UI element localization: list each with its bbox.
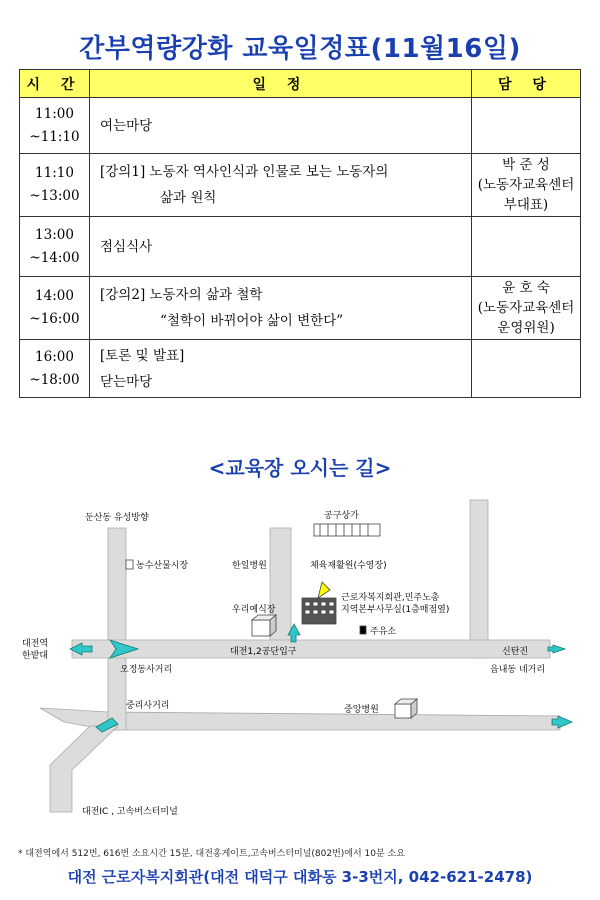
building-market-icon [126,560,133,569]
time-cell: 11:00 ~11:10 [20,98,90,154]
schedule-table [19,69,581,398]
building-hospital-icon [395,704,411,718]
label-wedding: 우리예식장 [232,605,276,615]
label-center-line1: 근로자복지회관,민주노총 [341,593,440,603]
staff-cell [472,98,581,154]
directions-map [0,490,600,840]
header-time: 시 간 [20,70,90,98]
page-title: 간부역량강화 교육일정표(11월16일) [79,34,521,64]
label-entrance: 대전1,2공단입구 [230,647,297,657]
gas-station-icon [360,626,366,634]
table-row [20,217,581,277]
label-ojeong: 오정동사거리 [120,665,173,675]
road-lower-horizontal [108,712,560,730]
arrow-right-east-icon [548,645,565,653]
schedule-cell: [토론 및 발표] 닫는마당 [90,340,472,398]
label-ic: 대전IC , 고속버스터미널 [82,807,178,817]
label-gas: 주유소 [370,627,397,637]
road-vertical-left [108,528,126,645]
schedule-cell: [강의1] 노동자 역사인식과 인물로 보는 노동자의 삶과 원칙 [90,154,472,217]
map-title: <교육장 오시는 길> [208,456,392,480]
schedule-cell: [강의2] 노동자의 삶과 철학 “철학이 바뀌어야 삶이 변한다” [90,277,472,340]
label-gonggu: 공구상가 [324,511,359,521]
table-row [20,98,581,154]
label-jungang: 중앙병원 [344,705,379,715]
label-daejeon-station: 대전역 [22,639,49,649]
staff-cell [472,340,581,398]
label-hanil: 한일병원 [232,561,267,571]
road-diagonal-down [50,726,118,812]
schedule-cell: 점심식사 [90,217,472,277]
staff-cell [472,217,581,277]
staff-cell: 박 준 성 (노동자교육센터 부대표) [472,154,581,217]
time-cell: 14:00 ~16:00 [20,277,90,340]
time-cell: 16:00 ~18:00 [20,340,90,398]
label-hanbat: 한밭대 [22,651,49,661]
building-wedding-icon [252,620,270,636]
table-header-row [20,70,581,98]
label-market: 농수산물시장 [136,561,189,571]
building-gonggu-icon [314,524,380,536]
time-cell: 13:00 ~14:00 [20,217,90,277]
time-cell: 11:10 ~13:00 [20,154,90,217]
schedule-cell: 여는마당 [90,98,472,154]
address-line: 대전 근로자복지회관(대전 대덕구 대화동 3-3번지, 042-621-2478) [67,868,533,886]
label-center-line2: 지역본부사무실(1층매점옆) [341,605,450,615]
road-main-horizontal [72,640,550,658]
label-jungri: 중리사거리 [126,701,170,711]
flag-icon [318,582,330,598]
staff-cell: 윤 호 숙 (노동자교육센터 운영위원) [472,277,581,340]
road-vertical-right [470,500,488,658]
transport-note: * 대전역에서 512번, 616번 소요시간 15분, 대전홍게이트,고속버스터미널(802번)에서 10분 소요 [18,849,405,859]
table-row [20,340,581,398]
header-staff: 담 당 [472,70,581,98]
table-row [20,277,581,340]
header-schedule: 일 정 [90,70,472,98]
label-dunsan: 둔산동 유성방향 [85,513,149,523]
table-row [20,154,581,217]
label-sintanjin: 신탄진 [502,647,529,657]
label-gym: 체육재활원(수영장) [310,561,387,571]
roads [40,500,560,812]
label-eupnae: 읍내동 네거리 [490,665,546,675]
